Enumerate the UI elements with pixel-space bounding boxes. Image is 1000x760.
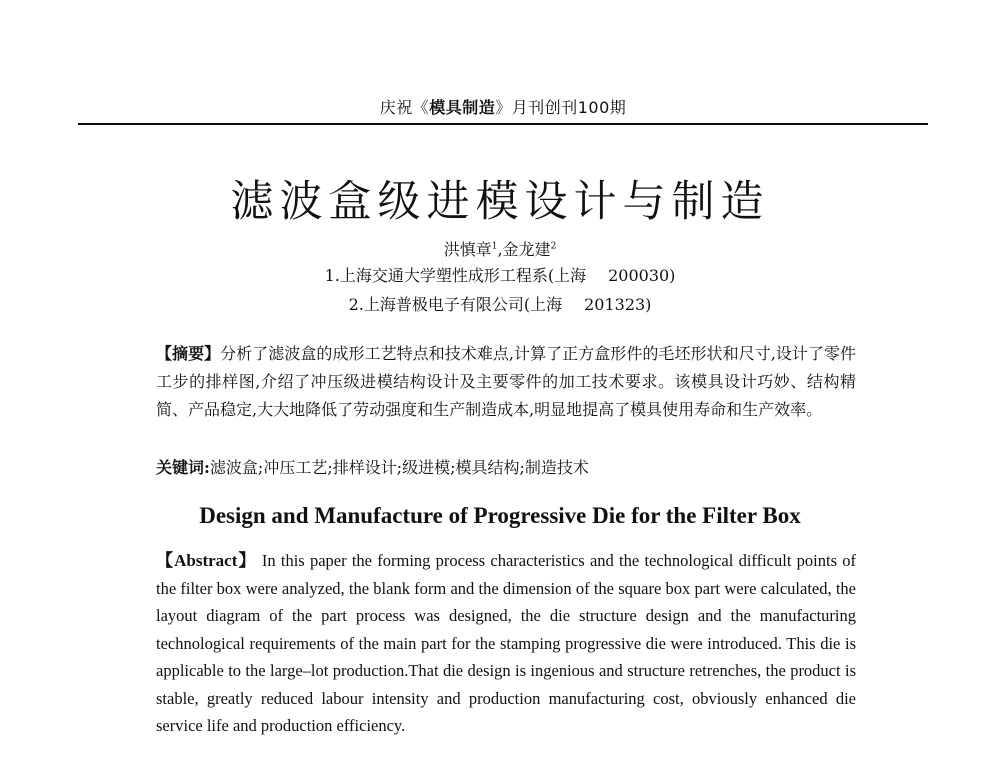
abstract-english-text: In this paper the forming process characteristics and the technological difficult points of the filter box were analyzed, the blank form and the dimension of the square box part were calculated, the layout diagram of the part process was designed, the die structure design and the manufacturing technological requirements of the main part for the stamping progressive die were introduced. This die is applicable to the large–lot production.That die design is ingenious and structure retrenches, the product is stable, greatly reduced labour intensity and production manufacturing cost, obviously enhanced die service life and production efficiency. — [156, 551, 856, 735]
affiliation-2 — [0, 292, 1000, 315]
author-name: 洪慎章 — [443, 240, 492, 259]
title-chinese: 滤波盒级进模设计与制造 — [230, 177, 770, 227]
affiliation-org: 上海普极电子有限公司(上海 — [363, 295, 563, 314]
abstract-chinese-label: 【摘要】 — [156, 344, 221, 363]
keywords-text: 滤波盒;冲压工艺;排样设计;级进模;模具结构;制造技术 — [209, 458, 589, 477]
affiliation-number: 2. — [348, 295, 364, 314]
author-separator: , — [497, 240, 503, 259]
affiliation-postcode: 201323) — [584, 295, 652, 314]
header-rule — [78, 123, 928, 125]
journal-name: 模具制造 — [429, 98, 496, 117]
keywords-label: 关键词: — [156, 458, 210, 477]
keywords-chinese — [156, 456, 856, 480]
author-affiliation-mark: 2 — [550, 241, 557, 252]
running-head — [78, 95, 928, 118]
authors-line — [0, 237, 1000, 260]
affiliation-1 — [0, 263, 1000, 286]
title-english: Design and Manufacture of Progressive Die for the Filter Box — [199, 503, 801, 528]
affiliation-postcode: 200030) — [608, 266, 676, 285]
affiliation-org: 上海交通大学塑性成形工程系(上海 — [339, 266, 587, 285]
abstract-english-label: 【Abstract】 — [156, 551, 257, 570]
author-name: 金龙建 — [502, 240, 551, 259]
abstract-chinese — [156, 340, 856, 424]
running-head-prefix: 庆祝《 — [379, 98, 430, 117]
affiliation-number: 1. — [324, 266, 340, 285]
running-head-suffix: 》月刊创刊100期 — [495, 98, 627, 117]
author-affiliation-mark: 1 — [491, 241, 498, 252]
abstract-english — [156, 547, 856, 740]
abstract-chinese-text: 分析了滤波盒的成形工艺特点和技术难点,计算了正方盒形件的毛坯形状和尺寸,设计了零件工步的排样图,介绍了冲压级进模结构设计及主要零件的加工技术要求。该模具设计巧妙、结构精简、产品稳定,大大地降低了劳动强度和生产制造成本,明显地提高了模具使用寿命和生产效率。 — [156, 344, 856, 419]
